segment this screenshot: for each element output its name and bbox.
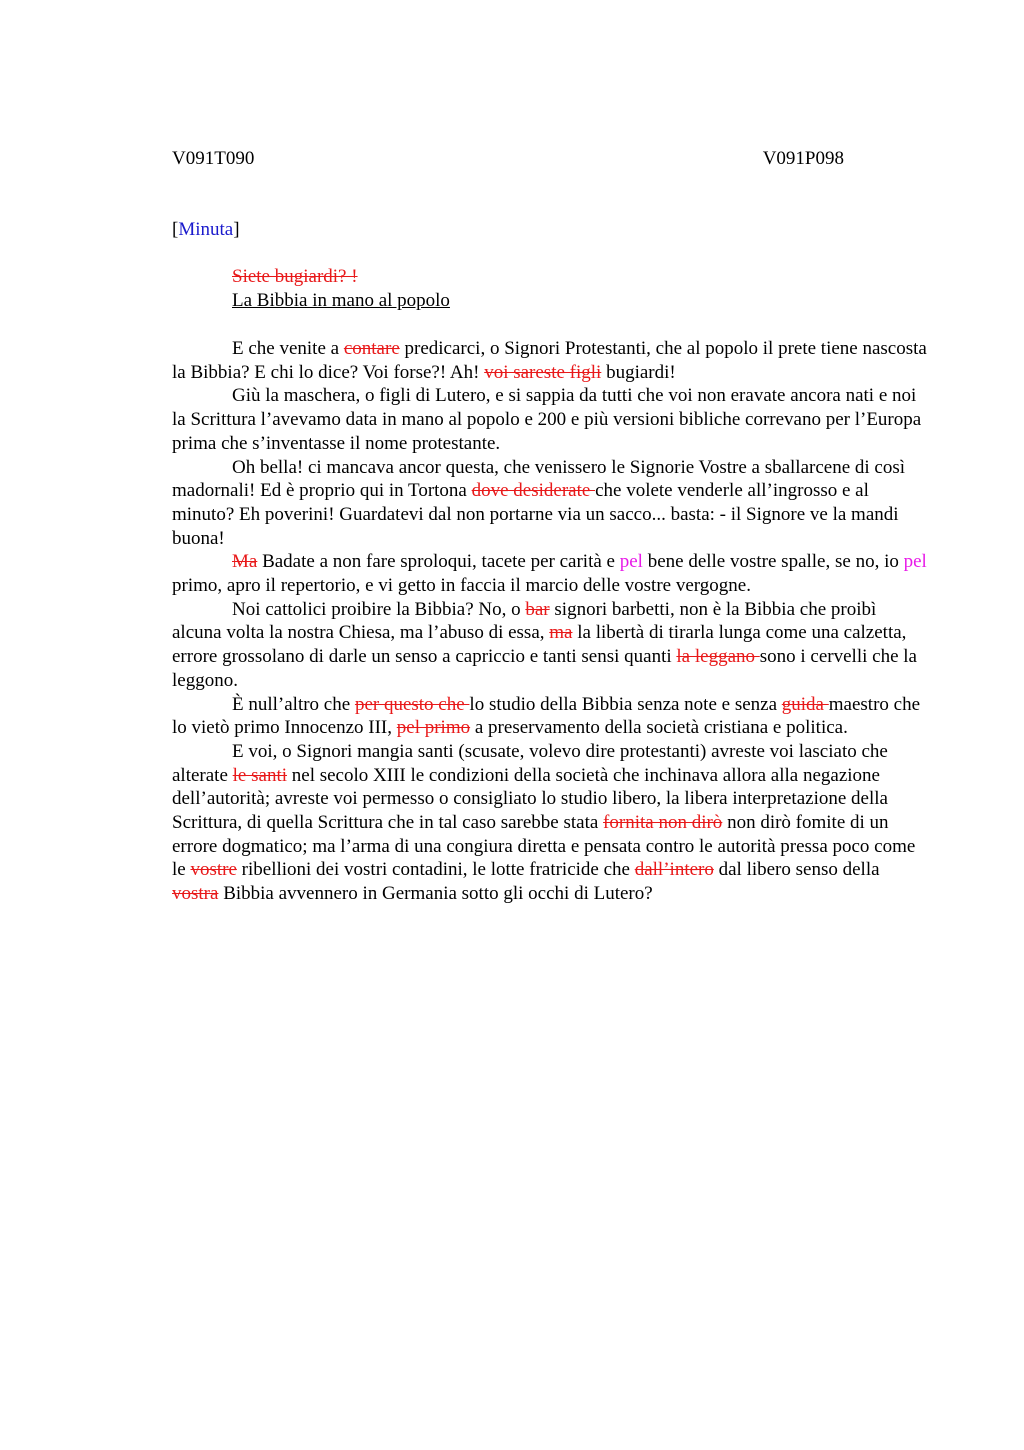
text-run: bene delle vostre spalle, se no, io <box>642 551 904 573</box>
deleted-text: fornita non dirò <box>603 812 723 834</box>
text-run: la libertà di tirarla lunga come una calzetta, errore grossolano di darle un senso a capriccio e tanti sensi quanti <box>172 622 907 668</box>
inserted-text: pel <box>619 551 643 573</box>
text-run: È null’altro che <box>232 693 355 715</box>
title-block <box>232 265 450 313</box>
text-run: Oh bella! ci mancava ancor questa, che venissero le Signorie Vostre a sballarcene di così madornali! Ed è proprio qui in Tortona <box>172 456 906 502</box>
inserted-text: pel <box>903 551 927 573</box>
text-run: dal libero senso della <box>713 859 880 881</box>
paragraph-4 <box>172 550 930 597</box>
text-run: che volete venderle all’ingrosso e al minuto? Eh poverini! Guardatevi dal non portarne via un sacco... basta: - il Signore ve la mandi buona! <box>172 480 899 549</box>
document-page <box>172 0 930 1450</box>
text-run: nel secolo XIII le condizioni della società che inchinava allora alla negazione dell’autorità; avreste voi permesso o consigliato lo studio libero, la libera interpretazione della Scrittura, di quella Scrittura che in tal caso sarebbe stata <box>172 764 888 834</box>
deleted-text: vostra <box>172 883 219 905</box>
deleted-text: pel primo <box>396 717 471 739</box>
deleted-text: contare <box>343 338 400 359</box>
text-run: Giù la maschera, o figli di Lutero, e si sappia da tutti che voi non eravate ancora nati e noi la Scrittura l’avevamo data in mano al popolo e 200 e più versioni bibliche correvano per l’Europa prima che s’inventasse il nome protestante. <box>172 385 922 454</box>
paragraph-7 <box>172 740 930 906</box>
document-code-right: V091P098 <box>762 148 844 169</box>
text-run: E che venite a <box>232 338 344 359</box>
deleted-text: dall’intero <box>634 859 714 881</box>
text-run: lo studio della Bibbia senza note e senza <box>469 693 782 715</box>
deleted-title: Siete bugiardi? ! <box>232 266 358 287</box>
paragraph-3 <box>172 456 930 551</box>
minuta-label <box>172 218 240 242</box>
text-run: non dirò fomite di un errore dogmatico; ma l’arma di una congiura diretta e pensata contro le autorità pressa poco come le <box>172 812 916 881</box>
body-text <box>172 337 930 906</box>
document-code-left: V091T090 <box>172 148 255 169</box>
text-run: maestro che lo vietò primo Innocenzo III, <box>172 693 921 739</box>
text-run: predicarci, o Signori Protestanti, che al popolo il prete tiene nascosta la Bibbia? E chi lo dice? Voi forse?! Ah! <box>172 338 927 383</box>
paragraph-5 <box>172 598 930 693</box>
text-run: ribellioni dei vostri contadini, le lotte fratricide che <box>236 859 635 881</box>
deleted-text: voi sareste figli <box>484 361 602 383</box>
text-run: bugiardi! <box>601 361 676 383</box>
text-run: a preservamento della società cristiana e politica. <box>470 717 848 739</box>
minuta-text: Minuta <box>178 219 234 240</box>
text-run: Badate a non fare sproloqui, tacete per carità e <box>257 551 620 573</box>
text-run: Noi cattolici proibire la Bibbia? No, o <box>232 598 526 620</box>
deleted-text: la leggano <box>676 646 760 668</box>
deleted-text: le santi <box>232 764 288 786</box>
deleted-text: dove desiderate <box>471 480 596 502</box>
deleted-text: vostre <box>190 859 237 881</box>
paragraph-1 <box>172 337 930 384</box>
deleted-text: bar <box>525 598 550 620</box>
paragraph-2 <box>172 384 930 455</box>
deleted-text: per questo che <box>354 693 470 715</box>
minuta-open-bracket: [ <box>172 219 179 240</box>
text-run: signori barbetti, non è la Bibbia che proibì alcuna volta la nostra Chiesa, ma l’abuso di essa, <box>172 598 877 644</box>
paragraph-6 <box>172 693 930 740</box>
text-run: primo, apro il repertorio, e vi getto in faccia il marcio delle vostre vergogne. <box>172 575 751 597</box>
deleted-text: Ma <box>232 551 258 573</box>
text-run: Bibbia avvennero in Germania sotto gli occhi di Lutero? <box>218 883 653 905</box>
deleted-text: guida <box>781 693 829 715</box>
text-run: sono i cervelli che la leggono. <box>172 646 917 691</box>
minuta-close-bracket: ] <box>233 219 240 240</box>
document-title: La Bibbia in mano al popolo <box>232 290 450 311</box>
text-run: E voi, o Signori mangia santi (scusate, volevo dire protestanti) avreste voi lasciato che alterate <box>172 740 888 786</box>
header-codes <box>172 147 844 171</box>
deleted-text: ma <box>549 622 573 644</box>
